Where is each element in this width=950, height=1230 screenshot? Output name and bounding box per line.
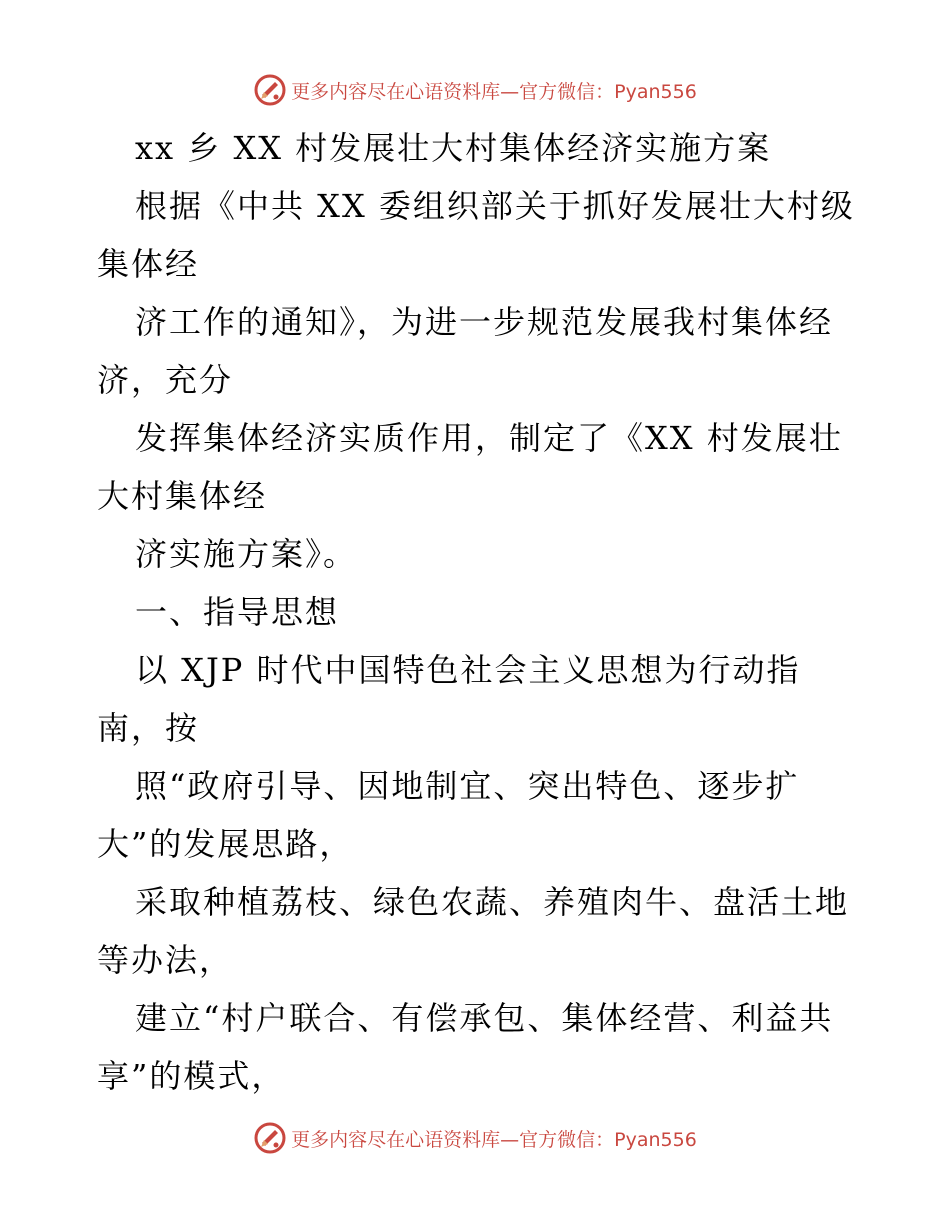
document-title: xx 乡 XX 村发展壮大村集体经济实施方案: [135, 129, 772, 167]
banner-separator: —: [500, 1128, 520, 1151]
banner-text: [291, 1125, 697, 1152]
banner-title: 更多内容尽在心语资料库: [291, 80, 501, 103]
paragraph-line: 享”的模式，: [97, 1057, 286, 1095]
paragraph-line: 集体经: [97, 245, 200, 283]
banner-separator: —: [500, 80, 520, 103]
banner-text: [291, 77, 697, 104]
paragraph-line: 济，充分: [97, 361, 234, 399]
banner-wechat: 官方微信：Pyan556: [519, 1128, 697, 1151]
paragraph-line: 等办法，: [97, 941, 234, 979]
paragraph-line: 济工作的通知》，为进一步规范发展我村集体经: [135, 303, 834, 341]
paragraph-line: 南，按: [97, 709, 200, 747]
banner-title: 更多内容尽在心语资料库: [291, 1128, 501, 1151]
library-logo-icon: [253, 1121, 287, 1155]
paragraph-line: 大村集体经: [97, 477, 268, 515]
banner-wechat: 官方微信：Pyan556: [519, 80, 697, 103]
paragraph-line: 根据《中共 XX 委组织部关于抓好发展壮大村级: [135, 187, 855, 225]
paragraph-line: 采取种植荔枝、绿色农蔬、养殖肉牛、盘活土地: [135, 883, 850, 921]
paragraph-line: 济实施方案》。: [135, 535, 358, 573]
footer-banner: [0, 1118, 950, 1158]
section-heading: 一、指导思想: [135, 593, 340, 631]
paragraph-line: 以 XJP 时代中国特色社会主义思想为行动指: [135, 651, 801, 689]
paragraph-line: 建立“村户联合、有偿承包、集体经营、利益共: [135, 999, 834, 1037]
header-banner: [0, 70, 950, 110]
paragraph-line: 照“政府引导、因地制宜、突出特色、逐步扩: [135, 767, 800, 805]
library-logo-icon: [253, 73, 287, 107]
paragraph-line: 大”的发展思路，: [97, 825, 354, 863]
paragraph-line: 发挥集体经济实质作用，制定了《XX 村发展壮: [135, 419, 843, 457]
